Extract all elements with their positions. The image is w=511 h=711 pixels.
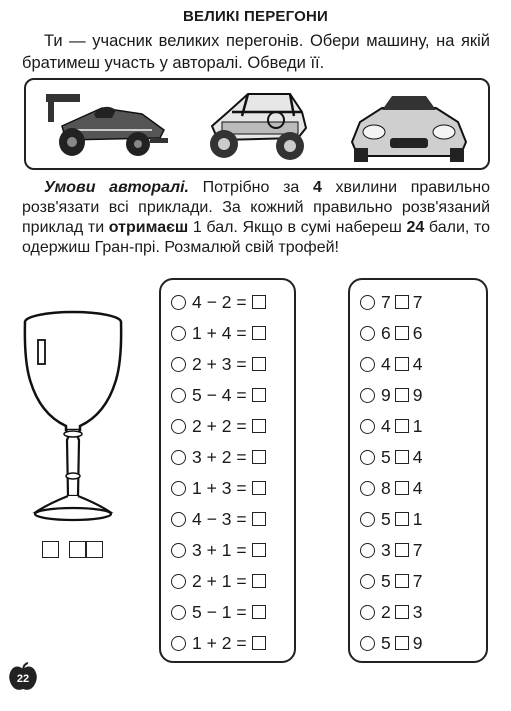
compare-left: 5 xyxy=(381,570,391,591)
page-number-badge xyxy=(7,662,39,692)
operator: + xyxy=(206,446,217,467)
equation-row xyxy=(171,413,266,439)
equals-sign: = xyxy=(236,632,247,653)
answer-box[interactable] xyxy=(252,388,266,402)
answer-circle[interactable] xyxy=(360,574,375,589)
page-title: ВЕЛИКІ ПЕРЕГОНИ xyxy=(182,8,329,25)
operator: + xyxy=(206,353,217,374)
answer-circle[interactable] xyxy=(360,357,375,372)
comparison-row xyxy=(360,630,422,656)
score-boxes xyxy=(42,541,103,558)
operand: 2 xyxy=(221,446,232,467)
answer-box[interactable] xyxy=(252,512,266,526)
compare-sign-box[interactable] xyxy=(395,357,409,371)
operand: 1 xyxy=(192,322,202,343)
trophy-cup-icon[interactable] xyxy=(18,308,128,534)
operand: 4 xyxy=(221,384,232,405)
score-box[interactable] xyxy=(69,541,86,558)
equals-sign: = xyxy=(236,508,247,529)
operand: 2 xyxy=(192,415,202,436)
page-number: 22 xyxy=(16,673,30,685)
equation-row xyxy=(171,351,266,377)
answer-circle[interactable] xyxy=(171,419,186,434)
points-count: 24 xyxy=(406,219,425,236)
operand: 2 xyxy=(221,415,232,436)
answer-circle[interactable] xyxy=(171,512,186,527)
operand: 2 xyxy=(192,353,202,374)
operand: 1 xyxy=(192,632,202,653)
conditions-lead: Умови авторалі. xyxy=(44,179,190,196)
answer-circle[interactable] xyxy=(171,295,186,310)
compare-left: 2 xyxy=(381,601,391,622)
equation-row xyxy=(171,444,266,470)
answer-box[interactable] xyxy=(252,295,266,309)
compare-right: 6 xyxy=(412,322,423,343)
answer-box[interactable] xyxy=(252,419,266,433)
score-box[interactable] xyxy=(86,541,103,558)
equals-sign: = xyxy=(236,353,247,374)
operator: + xyxy=(206,539,217,560)
conditions-text-part: хвилини правильно розв'язати всі приклади. За кожний правильно розв'язаний приклад ти xyxy=(22,179,491,236)
equals-sign: = xyxy=(236,322,247,343)
sports-car[interactable] xyxy=(344,86,474,164)
compare-sign-box[interactable] xyxy=(395,481,409,495)
equals-sign: = xyxy=(236,384,247,405)
equation-row xyxy=(171,506,266,532)
compare-left: 4 xyxy=(381,415,391,436)
answer-box[interactable] xyxy=(252,450,266,464)
operand: 1 xyxy=(192,477,202,498)
equals-sign: = xyxy=(236,446,247,467)
comparison-row xyxy=(360,444,422,470)
comparison-row xyxy=(360,475,422,501)
equals-sign: = xyxy=(236,539,247,560)
operand: 1 xyxy=(221,601,232,622)
compare-right: 9 xyxy=(412,384,423,405)
equation-row xyxy=(171,320,266,346)
conditions-text-part: бали, то одержиш Гран-прі. Розмалюй свій трофей! xyxy=(22,219,491,256)
equals-sign: = xyxy=(236,415,247,436)
gets-word: отримаєш xyxy=(108,219,189,236)
compare-left: 3 xyxy=(381,539,391,560)
compare-sign-box[interactable] xyxy=(395,636,409,650)
answer-box[interactable] xyxy=(252,605,266,619)
answer-circle[interactable] xyxy=(360,543,375,558)
comparison-row xyxy=(360,568,422,594)
comparison-row xyxy=(360,351,422,377)
operator: − xyxy=(206,291,217,312)
equation-row xyxy=(171,630,266,656)
compare-left: 7 xyxy=(381,291,391,312)
answer-circle[interactable] xyxy=(360,295,375,310)
comparison-row xyxy=(360,599,422,625)
answer-circle[interactable] xyxy=(360,481,375,496)
compare-left: 4 xyxy=(381,353,391,374)
answer-circle[interactable] xyxy=(171,636,186,651)
operand: 3 xyxy=(192,539,202,560)
comparison-row xyxy=(360,506,422,532)
compare-right: 9 xyxy=(412,632,423,653)
compare-right: 4 xyxy=(412,477,423,498)
operand: 5 xyxy=(192,384,202,405)
compare-right: 4 xyxy=(412,446,423,467)
operand: 4 xyxy=(221,322,232,343)
answer-circle[interactable] xyxy=(171,481,186,496)
operand: 3 xyxy=(221,353,232,374)
comparison-row xyxy=(360,382,422,408)
operand: 3 xyxy=(192,446,202,467)
operand: 1 xyxy=(221,539,232,560)
operand: 2 xyxy=(221,291,232,312)
conditions-text-part: Потрібно за xyxy=(189,179,313,196)
operator: + xyxy=(206,632,217,653)
operator: − xyxy=(206,601,217,622)
equation-row xyxy=(171,289,266,315)
operator: − xyxy=(206,508,217,529)
answer-circle[interactable] xyxy=(360,636,375,651)
compare-sign-box[interactable] xyxy=(395,543,409,557)
compare-right: 7 xyxy=(412,570,423,591)
operand: 5 xyxy=(192,601,202,622)
minutes-count: 4 xyxy=(312,179,322,196)
operand: 1 xyxy=(221,570,232,591)
answer-box[interactable] xyxy=(252,357,266,371)
compare-sign-box[interactable] xyxy=(395,605,409,619)
comparison-row xyxy=(360,320,422,346)
compare-right: 3 xyxy=(412,601,423,622)
compare-right: 7 xyxy=(412,291,423,312)
equations-panel xyxy=(159,278,296,663)
equation-row xyxy=(171,382,266,408)
answer-box[interactable] xyxy=(252,481,266,495)
compare-left: 9 xyxy=(381,384,391,405)
answer-box[interactable] xyxy=(252,543,266,557)
compare-left: 5 xyxy=(381,508,391,529)
answer-circle[interactable] xyxy=(171,326,186,341)
compare-left: 6 xyxy=(381,322,391,343)
operand: 4 xyxy=(192,508,202,529)
answer-circle[interactable] xyxy=(360,512,375,527)
car-selection-box xyxy=(24,78,490,170)
answer-circle[interactable] xyxy=(360,388,375,403)
comparisons-panel xyxy=(348,278,488,663)
answer-circle[interactable] xyxy=(360,450,375,465)
answer-circle[interactable] xyxy=(171,543,186,558)
compare-left: 8 xyxy=(381,477,391,498)
operator: + xyxy=(206,322,217,343)
compare-sign-box[interactable] xyxy=(395,326,409,340)
answer-box[interactable] xyxy=(252,326,266,340)
intro-text: Ти — учасник великих перегонів. Обери машину, на якій братимеш участь у авторалі. Обведи її. xyxy=(22,32,490,72)
operand: 2 xyxy=(192,570,202,591)
answer-box[interactable] xyxy=(252,574,266,588)
equation-row xyxy=(171,537,266,563)
equation-row xyxy=(171,568,266,594)
equals-sign: = xyxy=(236,477,247,498)
compare-left: 5 xyxy=(381,632,391,653)
answer-circle[interactable] xyxy=(171,605,186,620)
compare-left: 5 xyxy=(381,446,391,467)
equation-row xyxy=(171,475,266,501)
equals-sign: = xyxy=(236,601,247,622)
compare-sign-box[interactable] xyxy=(395,512,409,526)
comparison-row xyxy=(360,413,422,439)
equals-sign: = xyxy=(236,291,247,312)
compare-right: 1 xyxy=(412,415,423,436)
answer-box[interactable] xyxy=(252,636,266,650)
operator: + xyxy=(206,415,217,436)
compare-sign-box[interactable] xyxy=(395,388,409,402)
operand: 3 xyxy=(221,508,232,529)
answer-circle[interactable] xyxy=(360,419,375,434)
answer-circle[interactable] xyxy=(171,450,186,465)
buggy-car[interactable] xyxy=(198,82,316,166)
operand: 2 xyxy=(221,632,232,653)
operator: + xyxy=(206,477,217,498)
answer-circle[interactable] xyxy=(171,388,186,403)
answer-circle[interactable] xyxy=(360,605,375,620)
answer-circle[interactable] xyxy=(171,574,186,589)
conditions-text-part: 1 бал. Якщо в сумі набереш xyxy=(188,219,407,236)
equation-row xyxy=(171,599,266,625)
compare-right: 7 xyxy=(412,539,423,560)
score-box[interactable] xyxy=(42,541,59,558)
answer-circle[interactable] xyxy=(171,357,186,372)
compare-right: 4 xyxy=(412,353,423,374)
answer-circle[interactable] xyxy=(360,326,375,341)
formula-car[interactable] xyxy=(42,86,172,164)
compare-right: 1 xyxy=(412,508,423,529)
comparison-row xyxy=(360,537,422,563)
equals-sign: = xyxy=(236,570,247,591)
comparison-row xyxy=(360,289,422,315)
operand: 4 xyxy=(192,291,202,312)
race-conditions-text xyxy=(22,178,490,258)
operator: − xyxy=(206,384,217,405)
compare-sign-box[interactable] xyxy=(395,419,409,433)
operand: 3 xyxy=(221,477,232,498)
operator: + xyxy=(206,570,217,591)
compare-sign-box[interactable] xyxy=(395,295,409,309)
compare-sign-box[interactable] xyxy=(395,450,409,464)
compare-sign-box[interactable] xyxy=(395,574,409,588)
